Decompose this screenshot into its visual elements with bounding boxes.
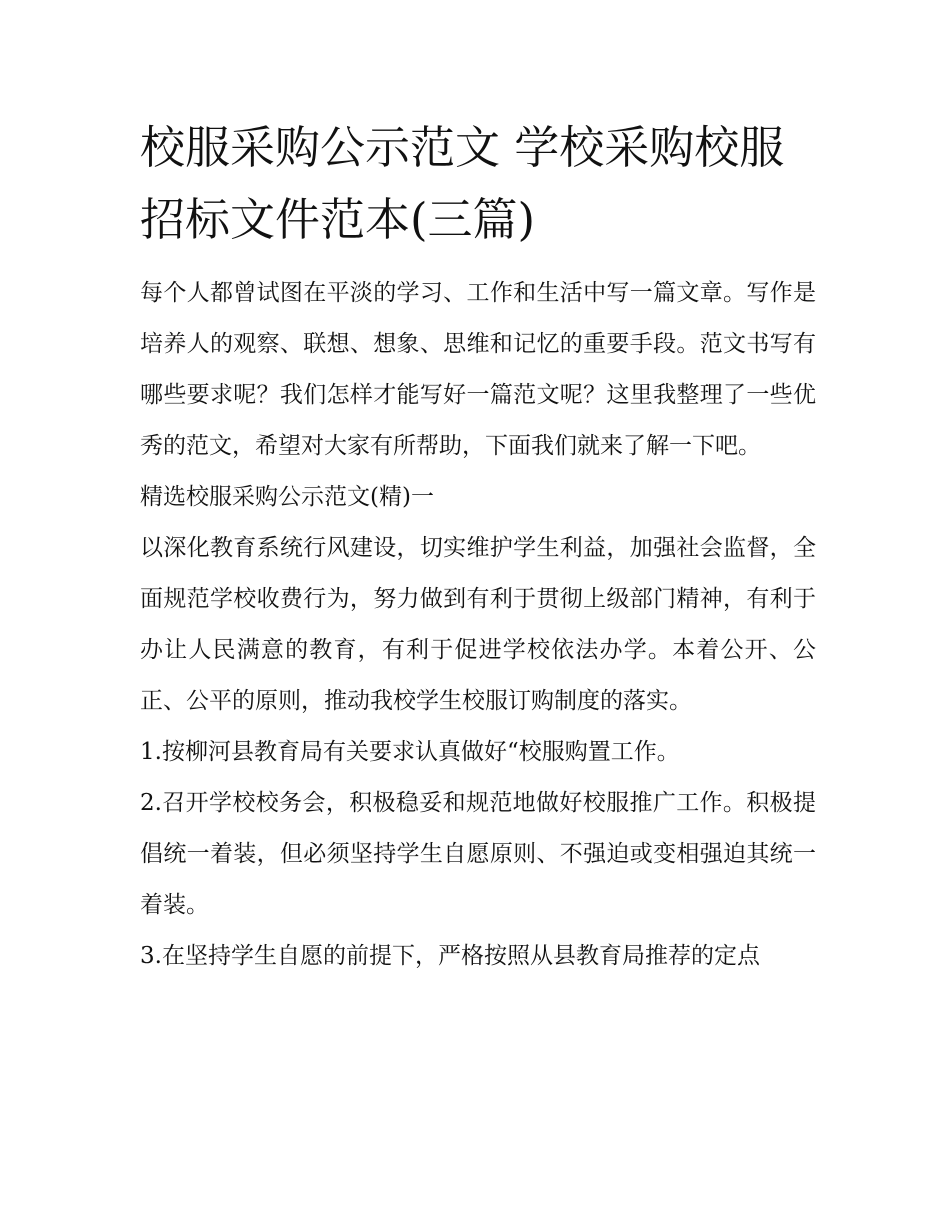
intro-paragraph: 每个人都曾试图在平淡的学习、工作和生活中写一篇文章。写作是培养人的观察、联想、想象、思维和记忆的重要手段。范文书写有哪些要求呢？我们怎样才能写好一篇范文呢？这里我整理了一些优秀的范文，希望对大家有所帮助，下面我们就来了解一下吧。: [140, 280, 816, 459]
body-paragraph: 以深化教育系统行风建设，切实维护学生利益，加强社会监督，全面规范学校收费行为，努力做到有利于贯彻上级部门精神，有利于办让人民满意的教育，有利于促进学校依法办学。本着公开、公正、公平的原则，推动我校学生校服订购制度的落实。: [140, 535, 816, 714]
list-item-2: 2.召开学校校务会，积极稳妥和规范地做好校服推广工作。积极提倡统一着装，但必须坚持学生自愿原则、不强迫或变相强迫其统一着装。: [140, 790, 816, 918]
list-item-1: 1.按柳河县教育局有关要求认真做好“校服购置工作。: [140, 739, 680, 765]
list-item-3: 3.在坚持学生自愿的前提下，严格按照从县教育局推荐的定点: [140, 943, 760, 969]
document-body: [140, 112, 816, 982]
section-heading: 精选校服采购公示范文(精)一: [140, 484, 434, 510]
document-title: 校服采购公示范文 学校采购校服招标文件范本(三篇): [140, 121, 785, 246]
